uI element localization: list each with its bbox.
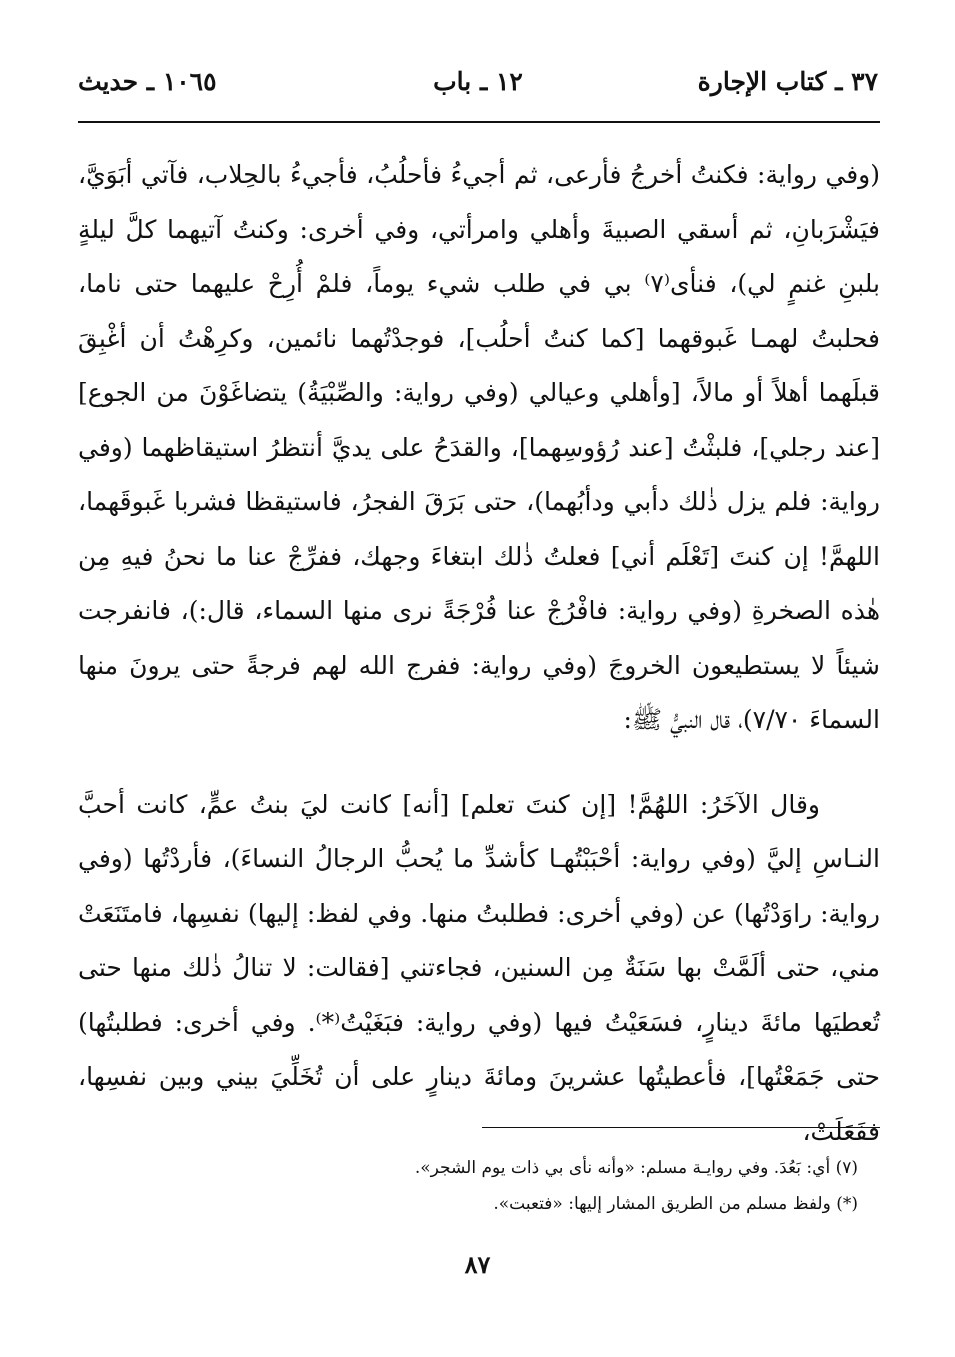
main-text (78, 148, 880, 1159)
page-number: ٨٧ (464, 1250, 491, 1279)
footnotes (78, 1150, 858, 1222)
header-hadith-number: ١٠٦٥ ـ حديث (78, 67, 217, 96)
footnote-divider (482, 1127, 880, 1128)
paragraph-2: وقال الآخَرُ: اللهُمَّ! [إن كنتَ تعلم] [أنه] كانت ليَ بنتُ عمٍّ، كانت أحبَّ النـاسِ إليَّ (وفي رواية: أحْبَبْتُهـا كأشدِّ ما يُحبُّ الرجالُ النساءَ)، فأردْتُها (وفي رواية: راوَدْتُها) عن (وفي أخرى: فطلبتُ منها. وفي لفظ: إليها) نفسِها، فامتَنَعَتْ مني، حتى ألَمَّتْ بها سَنَةٌ مِن السنين، فجاءتني [فقالت: لا تنالُ ذٰلك منها حتى تُعطيَها مائةَ دينارٍ، فسَعَيْتُ فيها (وفي رواية: فبَغَيْتُ⁽*⁾. وفي أخرى: فطلبتُها) حتى جَمَعْتُها]، فأعطيتُها عشرينَ ومائةَ دينارٍ على أن تُخَلِّيَ بيني وبين نفسِها، ففَعَلَتْ، (78, 789, 881, 1146)
header-chapter: ١٢ ـ باب (433, 67, 523, 96)
header-divider (78, 121, 880, 123)
header-book-title: ٣٧ ـ كتاب الإجارة (697, 67, 878, 96)
running-header (78, 60, 878, 104)
paragraph-1: (وفي رواية: فكنتُ أخرجُ فأرعى، ثم أجيءُ فأحلُبُ، فأجيءُ بالحِلاب، فآتي أبَوَيَّ، فيَشْرَبانِ، ثم أسقي الصبيةَ وأهلي وامرأتي، وفي أخرى: وكنتُ آتيهما كلَّ ليلةٍ بلبنِ غنمٍ لي)، فنأى⁽٧⁾ بي في طلب شيء يوماً، فلمْ أُرِحْ عليهما حتى ناما، فحلبتُ لهمـا غَبوقهما [كما كنتُ أحلُب]، فوجدْتُهما نائمين، وكرِهْتُ أن أغْبِقَ قبلَهما أهلاً أو مالاً، [وأهلي وعيالي (وفي رواية: والصِّبْيَةُ) يتضاغَوْنَ من الجوع] [عند رجلي]، فلبثْتُ [عند رُؤوسِهما]، والقدَحُ على يديَّ أنتظرُ استيقاظهما (وفي رواية: فلم يزل ذٰلك دأبي ودأبُهما)، حتى بَرَقَ الفجرُ، فاستيقظا فشربا غَبوقَهما، اللهمَّ! إن كنتَ [تَعْلَم أني] فعلتُ ذٰلك ابتغاءَ وجهك، ففرِّجْ عنا ما نحنُ فيهِ مِن هٰذه الصخرةِ (وفي رواية: فافْرُجْ عنا فُرْجَةً نرى منها السماء، قال:)، فانفرجت شيئاً لا يستطيعون الخروجَ (وفي رواية: ففرج الله لهم فرجةً حتى يرونَ منها السماءَ ٧/٧٠)، قال النبيُّ ﷺ: (78, 160, 881, 734)
footnote-star: (*) ولفظ مسلم من الطريق المشار إليها: «فتعبت». (493, 1194, 858, 1214)
footnote-7: (٧) أي: بَعُدَ. وفي روايـة مسلم: «وأنه نأى بي ذات يوم الشجر». (414, 1158, 858, 1178)
